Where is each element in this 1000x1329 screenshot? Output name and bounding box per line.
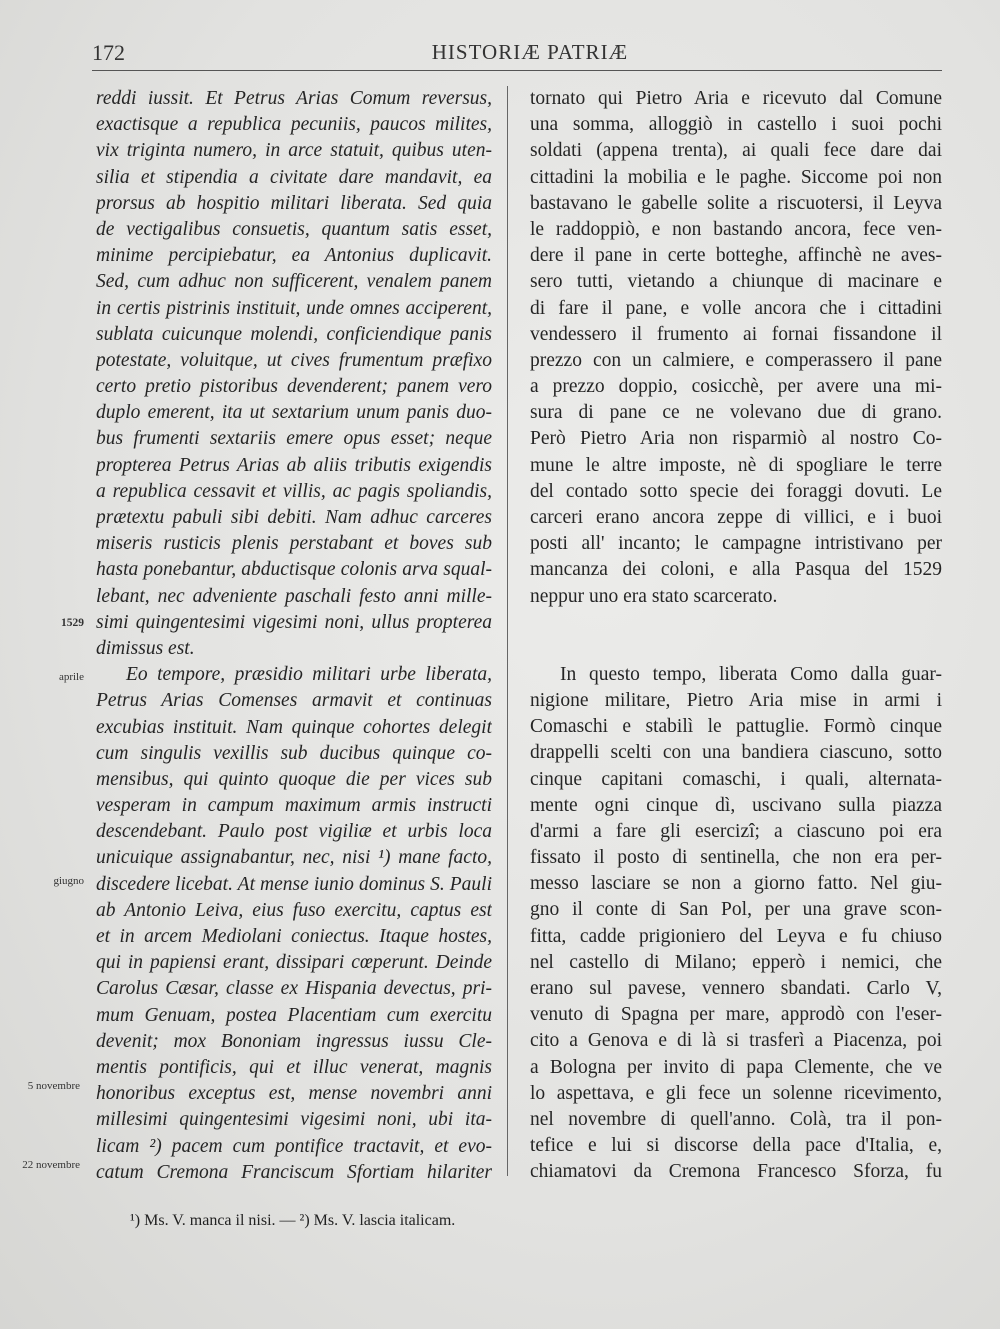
text-line: sero tutti, vietando a chiunque di macinare e — [530, 271, 942, 293]
text-line: mensibus, qui quinto quoque die per vices sub — [96, 768, 492, 790]
margin-note-april: aprile — [58, 671, 84, 683]
italian-paragraph-1 — [530, 86, 942, 610]
page-number: 172 — [92, 40, 125, 65]
text-line: neppur uno era stato scarcerato. — [530, 585, 778, 607]
text-line: fitta, cadde prigioniero del Leyva e fu chiuso — [530, 925, 942, 947]
text-line: fissato il posto di sentinella, che non era per- — [530, 847, 942, 869]
text-line: Eo tempore, præsidio militari urbe liberata, — [126, 664, 492, 686]
text-line: potestate, voluitque, ut cives frumentum præfixo — [96, 349, 492, 371]
text-line: nel novembre di quell'anno. Colà, tra il pon- — [530, 1108, 942, 1130]
text-line: certo pretio pistoribus devenderent; panem vero — [96, 376, 492, 398]
text-line: cittadini la mobilia e le paghe. Siccome poi non — [530, 166, 942, 188]
text-line: prætextu pabuli sibi debiti. Nam adhuc carceres — [96, 507, 492, 528]
text-line: mancanza dei coloni, e alla Pasqua del 1529 — [530, 559, 942, 581]
text-line: minime percipiebatur, ea Antonius duplicavit. — [96, 245, 492, 267]
text-line: prezzo con un calmiere, e comperassero il pane — [530, 349, 942, 371]
text-line: devenit; mox Bononiam ingressus iussu Cle- — [96, 1030, 492, 1052]
text-line: nel castello di Milano; epperò i nemici, che — [530, 951, 942, 973]
text-line: licam ²) pacem cum pontifice tractavit, et evo- — [96, 1135, 492, 1157]
text-line: Comaschi e stabilì le pattuglie. Formò cinque — [530, 716, 942, 738]
text-line: miseris rusticis plenis perstabant et boves sub — [96, 533, 492, 555]
text-line: chiamatovi da Cremona Francesco Sforza, fu — [530, 1161, 942, 1183]
text-line: cinque capitani comaschi, i quali, alternata- — [530, 768, 942, 790]
text-line: posti all' incanto; le campagne intristivano per — [530, 533, 942, 555]
text-line: millesimi quingentesimi vigesimi noni, ubi ita- — [96, 1109, 492, 1131]
text-line: Sed, cum adhuc non sufficerent, venalem panem — [96, 271, 492, 293]
column-divider — [507, 86, 508, 1176]
text-line: in certis pistrinis instituit, unde omnes acciperent, — [96, 297, 492, 319]
text-line: carceri erano ancora zeppe di villici, e i buoi — [530, 507, 942, 528]
text-line: lo aspettava, e gli fece un solenne ricevimento, — [530, 1082, 942, 1104]
text-line: et in arcem Mediolani coniectus. Itaque hostes, — [96, 926, 492, 947]
text-line: dimissus est. — [96, 637, 195, 659]
text-line: exactisque a republica pecuniis, paucos milites, — [96, 114, 492, 136]
text-line: hasta ponebantur, abductisque colonis arva squal- — [96, 559, 492, 581]
text-line: erano sul pavese, vennero sbandati. Carlo V, — [530, 978, 942, 999]
paragraph-gap — [530, 610, 942, 662]
text-line: mentis pontificis, qui et illuc venerat, magnis — [96, 1056, 492, 1078]
latin-column — [96, 86, 492, 1186]
text-line: messo lasciare se non a giorno fatto. Nel giu- — [530, 873, 942, 895]
text-line: sura di pane ce ne volevano due di grano. — [530, 402, 942, 424]
text-line: mente ogni cinque dì, uscivano sulla piazza — [530, 794, 942, 816]
text-line: bus frumenti sextariis emere opus esset; neque — [96, 428, 492, 450]
text-line: del contado sotto specie dei foraggi dovuti. Le — [530, 480, 942, 502]
text-line: una somma, alloggiò in castello i suoi pochi — [530, 114, 942, 136]
text-line: prorsus ab hospitio militari liberata. Sed quia — [96, 192, 492, 214]
text-line: propterea Petrus Arias ab aliis tributis exigendis — [96, 454, 492, 476]
italian-column — [530, 86, 942, 1186]
text-line: vendessero il frumento ai fornai fissandone il — [530, 323, 942, 345]
text-line: Però Pietro Aria non risparmiò al nostro Co- — [530, 428, 942, 450]
text-line: dere il pane in certe botteghe, affinchè ne aves- — [530, 245, 942, 267]
text-line: Carolus Cæsar, classe ex Hispania devectus, pri- — [96, 978, 492, 1000]
text-line: a republica cessavit et villis, ac pagis spoliandis, — [96, 480, 492, 502]
margin-note-november-22: 22 novembre — [22, 1159, 80, 1171]
text-line: di fare il pane, e volle ancora che i cittadini — [530, 297, 942, 319]
text-line: le raddoppiò, e non bastando ancora, fece ven- — [530, 218, 942, 240]
text-line: Petrus Arias Comenses armavit et continuas — [96, 690, 492, 712]
latin-paragraph-2 — [96, 662, 492, 1186]
text-line: vix triginta numero, in arce statuit, quibus uten- — [96, 140, 492, 162]
header-rule — [92, 70, 942, 71]
text-line: mune le altre imposte, nè di spogliare le terre — [530, 454, 942, 476]
text-line: ab Antonio Leiva, eius fuso exercitu, captus est — [96, 899, 492, 921]
text-line: lebant, nec adveniente paschali festo anni mille- — [96, 585, 492, 607]
text-line: tornato qui Pietro Aria e ricevuto dal Comune — [530, 88, 942, 109]
margin-note-year: 1529 — [61, 617, 84, 629]
text-line: descendebant. Paulo post vigiliæ et urbis loca — [96, 821, 492, 843]
text-line: qui in papiensi erant, dissipari cœperunt. Deinde — [96, 952, 492, 974]
footnotes: ¹) Ms. V. manca il nisi. — ²) Ms. V. lascia italicam. — [130, 1212, 456, 1229]
text-line: a Bologna per invito di papa Clemente, che ve — [530, 1056, 942, 1078]
text-line: gno il conte di San Pol, per una grave scon- — [530, 899, 942, 921]
text-line: cum singulis vexillis sub ducibus quinque co- — [96, 742, 492, 764]
margin-note-november-5: 5 novembre — [27, 1080, 80, 1092]
running-head: HISTORIÆ PATRIÆ — [431, 40, 629, 64]
text-line: sublata cuicunque molendi, conficiendique panis — [96, 323, 492, 345]
text-line: vesperam in campum maximum armis instructi — [96, 795, 492, 817]
text-line: duplo emerent, ita ut sextarium unum panis duo- — [96, 402, 492, 424]
text-line: tefice e lui si discorse della pace d'Italia, e, — [530, 1135, 942, 1157]
text-line: drappelli scelti con una bandiera ciascuno, sotto — [530, 742, 942, 764]
italian-paragraph-2 — [530, 662, 942, 1186]
text-line: a prezzo doppio, cosicchè, per avere una mi- — [530, 376, 942, 398]
text-line: reddi iussit. Et Petrus Arias Comum reversus, — [96, 88, 492, 109]
text-line: catum Cremona Franciscum Sfortiam hilariter — [96, 1161, 492, 1183]
text-line: bastavano le gabelle solite a riscuotersi, il Leyva — [530, 192, 942, 214]
text-line: de vectigalibus consuetis, quantum satis esset, — [96, 218, 492, 240]
margin-note-june: giugno — [53, 875, 84, 887]
text-line: honoribus exceptus est, mense novembri anni — [96, 1083, 492, 1105]
text-line: d'armi a fare gli esercizî; a ciascuno poi era — [530, 820, 942, 842]
latin-paragraph-1 — [96, 86, 492, 662]
text-line: In questo tempo, liberata Como dalla guar- — [560, 663, 942, 685]
text-line: silia et stipendia a civitate dare mandavit, ea — [96, 166, 492, 188]
text-line: discedere licebat. At mense iunio dominus S. Pauli — [96, 873, 492, 895]
text-line: soldati (appena trenta), ai quali fece dare dai — [530, 140, 942, 162]
text-line: mum Genuam, postea Placentiam cum exercitu — [96, 1004, 492, 1026]
text-line: unicuique assignabantur, nec, nisi ¹) mane facto, — [96, 847, 492, 869]
text-line: simi quingentesimi vigesimi noni, ullus propterea — [96, 611, 492, 633]
text-line: excubias instituit. Nam quinque cohortes delegit — [96, 716, 492, 738]
text-line: nigione militare, Pietro Aria mise in armi i — [530, 689, 942, 711]
text-line: cito a Genova e di là si trasferì a Piacenza, poi — [530, 1030, 942, 1052]
text-line: venuto di Spagna per mare, approdò con l'eser- — [530, 1004, 942, 1026]
